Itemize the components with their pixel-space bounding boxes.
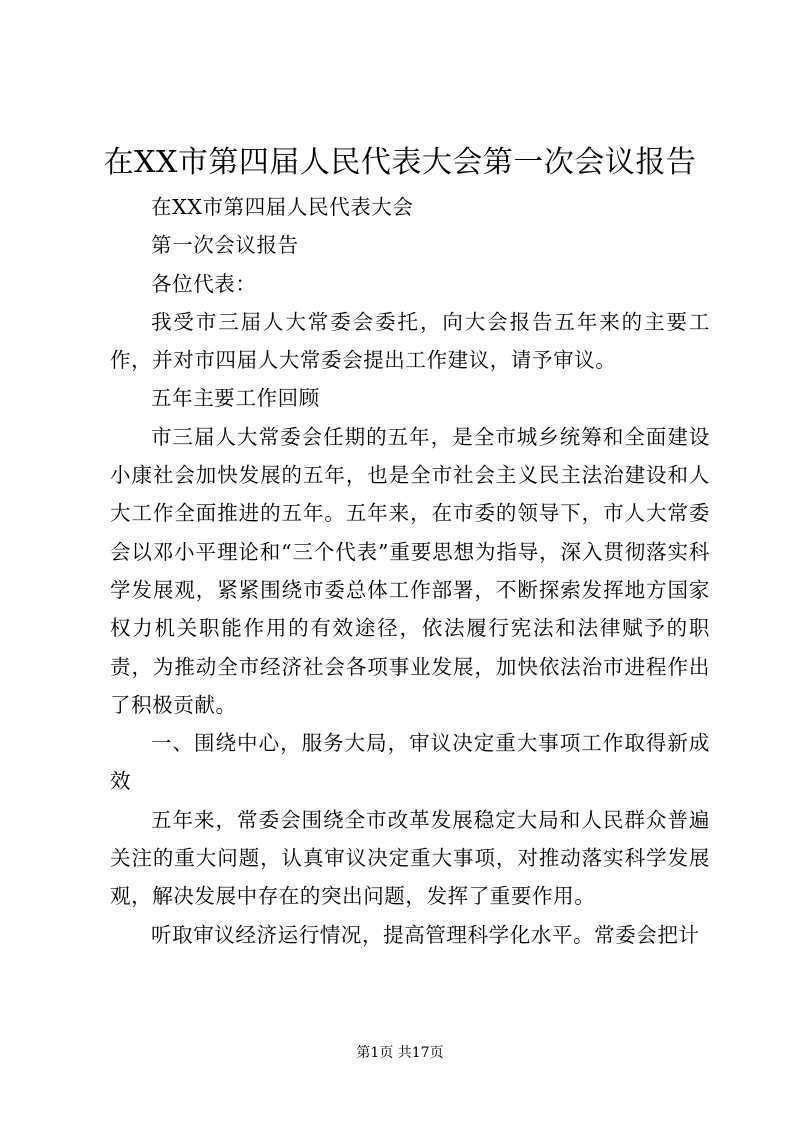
paragraph-economic-review: 听取审议经济运行情况，提高管理科学化水平。常委会把计 <box>151 922 700 947</box>
paragraph-intro: 我受市三届人大常委会委托，向大会报告五年来的主要工作，并对市四届人大常委会提出工作建议，请予审议。 <box>110 309 710 373</box>
section-heading-review: 五年主要工作回顾 <box>151 386 320 411</box>
paragraph-header-line-2: 第一次会议报告 <box>151 233 299 258</box>
paragraph-review: 市三届人大常委会任期的五年，是全市城乡统筹和全面建设小康社会加快发展的五年，也是全市社会主义民主法治建设和人大工作全面推进的五年。五年来，在市委的领导下，市人大常委会以邓小平理论和“三个代表”重要思想为指导，深入贯彻落实科学发展观，紧紧围绕市委总体工作部署，不断探索发挥地方国家权力机关职能作用的有效途径，依法履行宪法和法律赋予的职责，为推动全市经济社会各项事业发展，加快依法治市进程作出了积极贡献。 <box>110 424 710 717</box>
paragraph-header-line-1: 在XX市第四届人民代表大会 <box>151 195 414 219</box>
document-title: 在XX市第四届人民代表大会第一次会议报告 <box>103 145 697 180</box>
document-body <box>110 188 710 954</box>
section-heading-one: 一、围绕中心，服务大局，审议决定重大事项工作取得新成效 <box>110 731 710 794</box>
paragraph-salutation: 各位代表： <box>151 271 257 296</box>
paragraph-section-one: 五年来，常委会围绕全市改革发展稳定大局和人民群众普遍关注的重大问题，认真审议决定重大事项，对推动落实科学发展观，解决发展中存在的突出问题，发挥了重要作用。 <box>110 807 710 909</box>
page-number-footer: 第1页 共17页 <box>356 1045 444 1061</box>
